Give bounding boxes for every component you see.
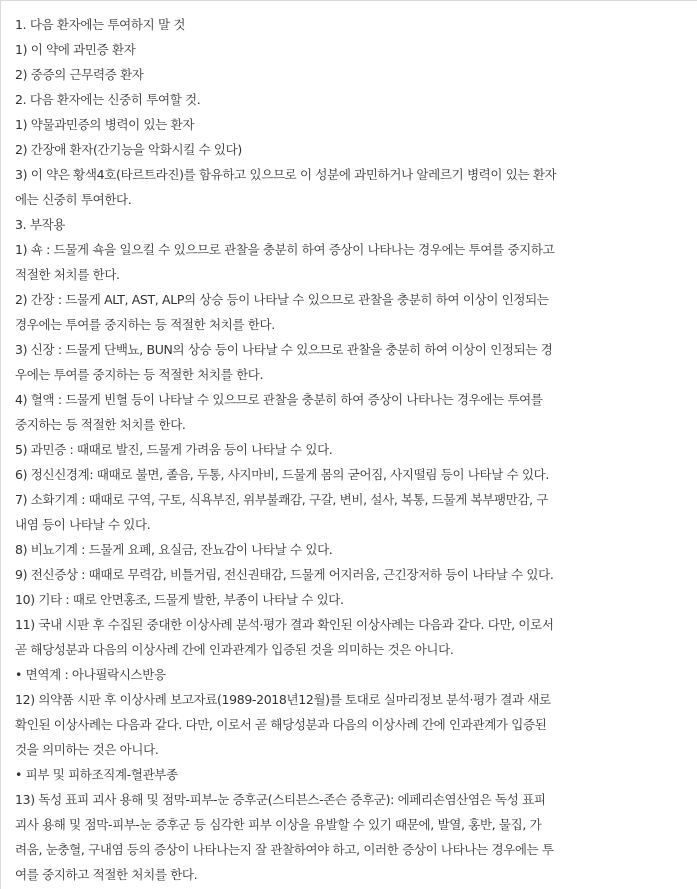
text-line: 여를 중지하고 적절한 처치를 한다. — [15, 867, 198, 882]
text-line: 것을 의미하는 것은 아니다. — [15, 742, 159, 757]
text-line: 경우에는 투여를 중지하는 등 적절한 처치를 한다. — [15, 317, 275, 332]
text-line: 확인된 이상사례는 다음과 같다. 다만, 이로서 곧 해당성분과 다음의 이상사례 간에 인과관계가 입증된 — [15, 717, 547, 732]
text-line: 려움, 눈충혈, 구내염 등의 증상이 나타나는지 잘 관찰하여야 하고, 이러한 증상이 나타나는 경우에는 투 — [15, 842, 554, 857]
text-line: 중지하는 등 적절한 처치를 한다. — [15, 417, 186, 432]
text-line: 2) 간장애 환자(간기능을 악화시킬 수 있다) — [15, 142, 242, 157]
text-line: 13) 독성 표피 괴사 용해 및 점막-피부-눈 증후군(스티븐스-존슨 증후군): 에페리손염산염은 독성 표피 — [15, 792, 546, 807]
text-line: 6) 정신신경계: 때때로 불면, 졸음, 두통, 사지마비, 드물게 몸의 굳어짐, 사지떨림 등이 나타날 수 있다. — [15, 467, 550, 482]
section-heading-contraindications: 1. 다음 환자에는 투여하지 말 것 — [15, 17, 186, 32]
text-line: 3) 신장 : 드물게 단백뇨, BUN의 상승 등이 나타날 수 있으므로 관찰을 충분히 하여 이상이 인정되는 경 — [15, 342, 553, 357]
text-line: 7) 소화기계 : 때때로 구역, 구토, 식욕부진, 위부불쾌감, 구갈, 변비, 설사, 복통, 드물게 복부팽만감, 구 — [15, 492, 549, 507]
text-line: 8) 비뇨기계 : 드물게 요폐, 요실금, 잔뇨감이 나타날 수 있다. — [15, 542, 333, 557]
section-heading-caution: 2. 다음 환자에는 신중히 투여할 것. — [15, 92, 201, 107]
text-line: 괴사 용해 및 점막-피부-눈 증후군 등 심각한 피부 이상을 유발할 수 있기 때문에, 발열, 홍반, 물집, 가 — [15, 817, 542, 832]
bullet-item: • 면역계 : 아나필락시스반응 — [15, 667, 166, 682]
bullet-item: • 피부 및 피하조직계-혈관부종 — [15, 767, 178, 782]
text-line: 3) 이 약은 황색4호(타르트라진)를 함유하고 있으므로 이 성분에 과민하거나 알레르기 병력이 있는 환자 — [15, 167, 557, 182]
text-line: 12) 의약품 시판 후 이상사례 보고자료(1989-2018년12월)를 토대로 실마리정보 분석·평가 결과 새로 — [15, 692, 551, 707]
text-line: 1) 약물과민증의 병력이 있는 환자 — [15, 117, 195, 132]
text-line: 1) 쇽 : 드물게 쇽을 일으킬 수 있으므로 관찰을 충분히 하여 증상이 나타나는 경우에는 투여를 중지하고 — [15, 242, 555, 257]
text-line: 10) 기타 : 때로 안면홍조, 드물게 발한, 부종이 나타날 수 있다. — [15, 592, 344, 607]
section-heading-side-effects: 3. 부작용 — [15, 217, 66, 232]
text-line: 에는 신중히 투여한다. — [15, 192, 132, 207]
text-line: 내염 등이 나타날 수 있다. — [15, 517, 151, 532]
text-line: 2) 중증의 근무력증 환자 — [15, 67, 144, 82]
text-line: 2) 간장 : 드물게 ALT, AST, ALP의 상승 등이 나타날 수 있으므로 관찰을 충분히 하여 이상이 인정되는 — [15, 292, 549, 307]
text-line: 1) 이 약에 과민증 환자 — [15, 42, 136, 57]
text-line: 9) 전신증상 : 때때로 무력감, 비틀거림, 전신권태감, 드물게 어지러움, 근긴장저하 등이 나타날 수 있다. — [15, 567, 554, 582]
text-line: 적절한 처치를 한다. — [15, 267, 120, 282]
text-line: 우에는 투여를 중지하는 등 적절한 처치를 한다. — [15, 367, 264, 382]
text-line: 5) 과민증 : 때때로 발진, 드물게 가려움 등이 나타날 수 있다. — [15, 442, 333, 457]
text-line: 11) 국내 시판 후 수집된 중대한 이상사례 분석·평가 결과 확인된 이상사례는 다음과 같다. 다만, 이로서 — [15, 617, 554, 632]
text-line: 곧 해당성분과 다음의 이상사례 간에 인과관계가 입증된 것을 의미하는 것은 아니다. — [15, 642, 454, 657]
text-line: 4) 혈액 : 드물게 빈혈 등이 나타날 수 있으므로 관찰을 충분히 하여 증상이 나타나는 경우에는 투여를 — [15, 392, 543, 407]
